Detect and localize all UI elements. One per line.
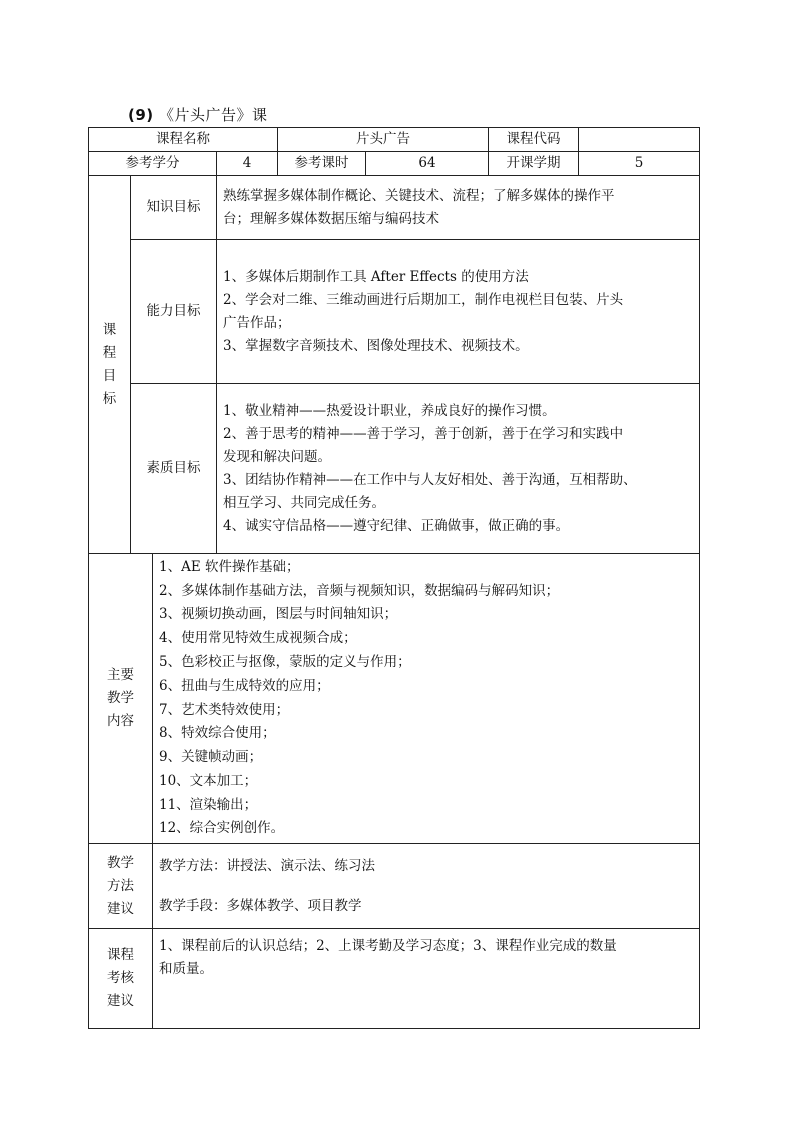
objectives-label: 课 程 目 标 [89, 176, 131, 554]
list-item: 2、多媒体制作基础方法，音频与视频知识，数据编码与解码知识； [159, 582, 560, 599]
list-item: 9、关键帧动画； [159, 749, 263, 766]
knowledge-objective-label: 知识目标 [131, 176, 217, 240]
course-name-label: 课程名称 [89, 128, 278, 152]
list-item: 4、使用常见特效生成视频合成； [159, 630, 357, 647]
list-item: 3、视频切换动画，图层与时间轴知识； [159, 606, 398, 623]
knowledge-objective-text: 熟练掌握多媒体制作概论、关键技术、流程；了解多媒体的操作平 台；理解多媒体数据压缩与编码技术 [217, 176, 700, 240]
credit-label: 参考学分 [89, 152, 217, 176]
row-course-name [89, 128, 700, 152]
list-item: 11、渲染输出； [159, 796, 258, 813]
term-label: 开课学期 [489, 152, 579, 176]
teaching-method-label: 教学 方法 建议 [89, 844, 153, 929]
row-teaching-method [89, 844, 700, 929]
term-value: 5 [579, 152, 700, 176]
list-item: 8、特效综合使用； [159, 725, 276, 742]
credit-value: 4 [217, 152, 278, 176]
section-heading [128, 104, 267, 125]
ability-objective-label: 能力目标 [131, 240, 217, 384]
section-number: (9) [128, 106, 154, 124]
list-item: 10、文本加工； [159, 772, 258, 789]
hours-label: 参考课时 [278, 152, 366, 176]
section-title: 《片头广告》课 [158, 106, 268, 124]
hours-value: 64 [366, 152, 489, 176]
row-teaching-content [89, 554, 700, 844]
list-item: 5、色彩校正与抠像，蒙版的定义与作用； [159, 653, 411, 670]
row-ability-objective [89, 240, 700, 384]
teaching-method-text: 教学方法：讲授法、演示法、练习法 教学手段：多媒体教学、项目教学 [153, 844, 700, 929]
list-item: 7、艺术类特效使用； [159, 701, 290, 718]
row-knowledge-objective [89, 176, 700, 240]
quality-objective-label: 素质目标 [131, 384, 217, 554]
course-table [88, 127, 700, 1029]
assessment-label: 课程 考核 建议 [89, 929, 153, 1029]
row-quality-objective [89, 384, 700, 554]
course-code-value [579, 128, 700, 152]
list-item: 6、扭曲与生成特效的应用； [159, 677, 330, 694]
teaching-content-label: 主要 教学 内容 [89, 554, 153, 844]
quality-objective-text: 1、敬业精神——热爱设计职业，养成良好的操作习惯。 2、善于思考的精神——善于学习，善于创新，善于在学习和实践中 发现和解决问题。 3、团结协作精神——在工作中与人友好相处、善于沟通，互相帮助、 相互学习、共同完成任务。 4、诚实守信品格——遵守纪律、正确做事，做正确的事。 [217, 384, 700, 554]
ability-objective-text: 1、多媒体后期制作工具 After Effects 的使用方法 2、学会对二维、三维动画进行后期加工，制作电视栏目包装、片头 广告作品； 3、掌握数字音频技术、图像处理技术、视频技术。 [217, 240, 700, 384]
list-item: 1、AE 软件操作基础； [159, 558, 300, 575]
row-assessment [89, 929, 700, 1029]
row-credits [89, 152, 700, 176]
list-item: 12、综合实例创作。 [159, 820, 285, 837]
course-name-value: 片头广告 [278, 128, 489, 152]
teaching-content-list [153, 554, 700, 844]
assessment-text: 1、课程前后的认识总结；2、上课考勤及学习态度；3、课程作业完成的数量 和质量。 [153, 929, 700, 1029]
course-code-label: 课程代码 [489, 128, 579, 152]
